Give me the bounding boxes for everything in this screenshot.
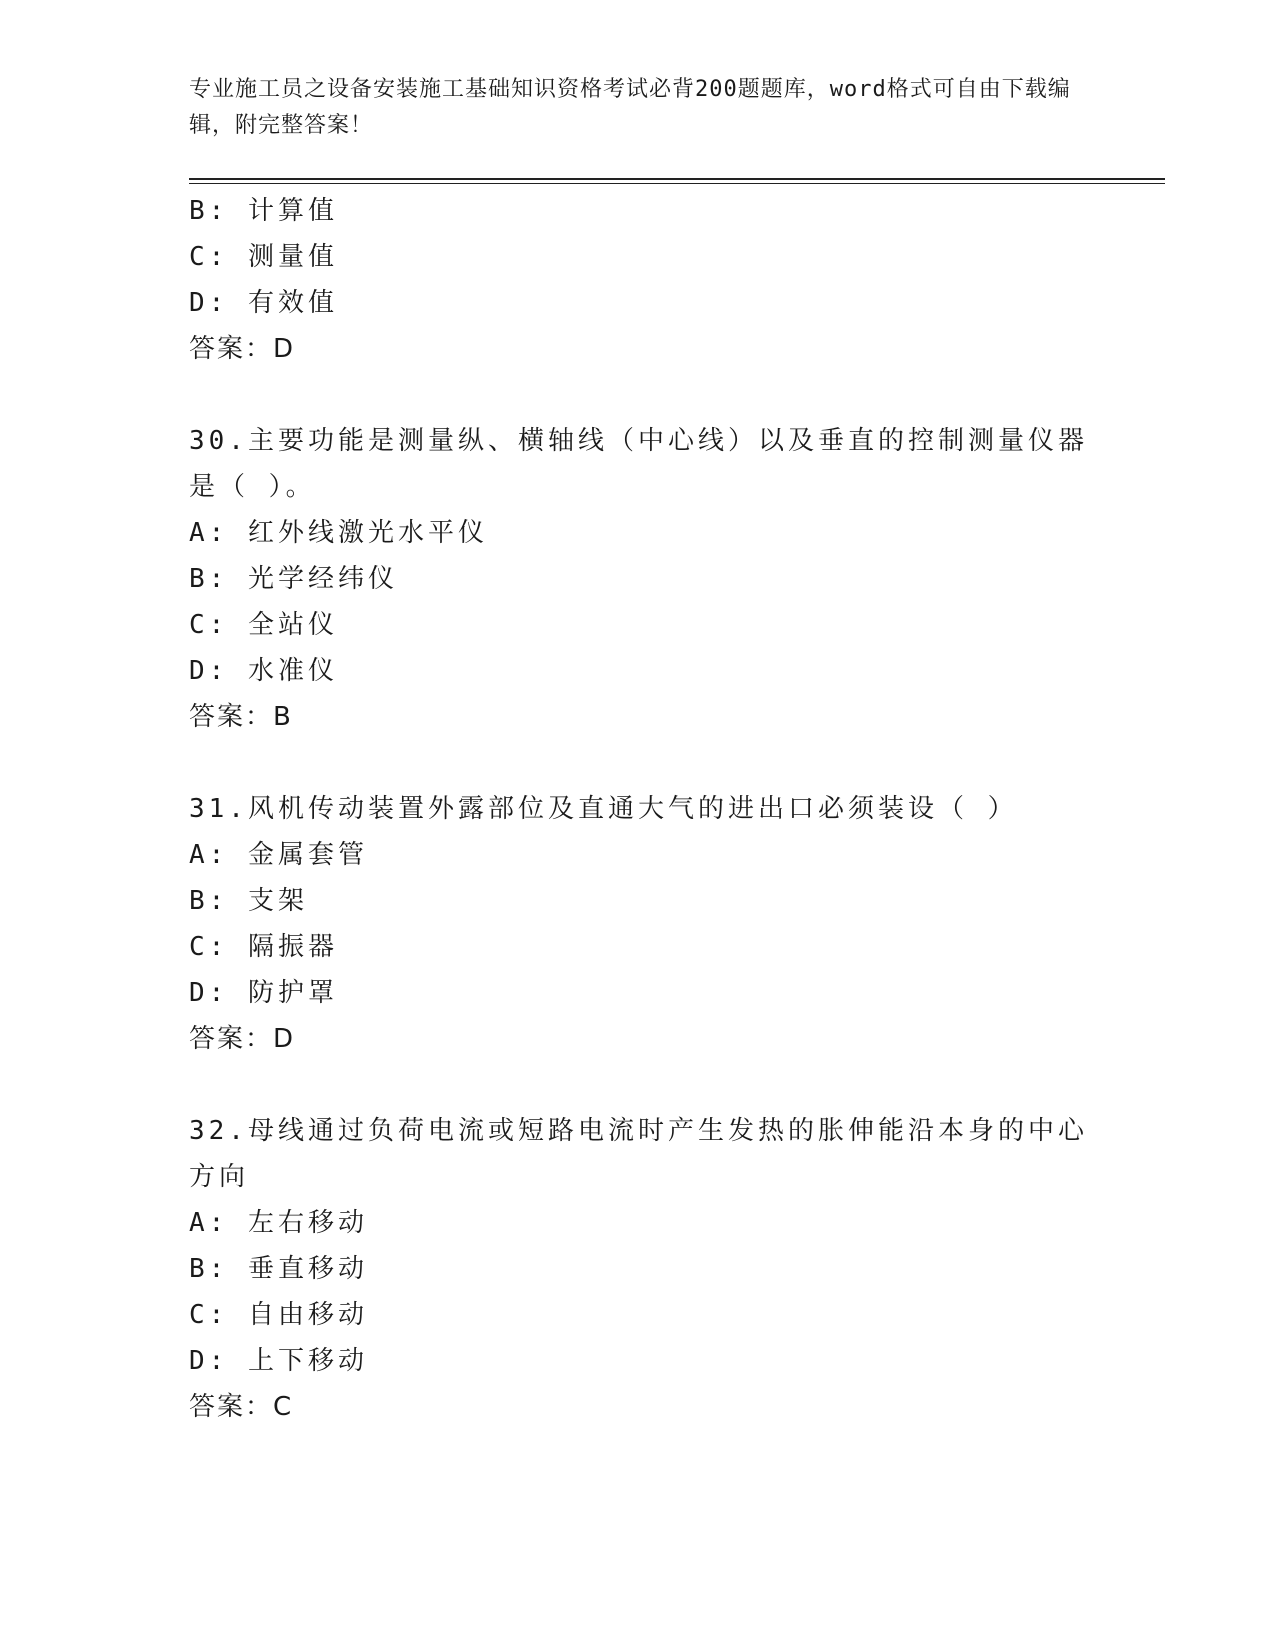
question-32 [189,1108,1089,1430]
answer: 答案：B [189,702,293,732]
option-b: B: 光学经纬仪 [189,564,398,594]
option-c: C: 全站仪 [189,610,338,640]
question-text: 31.风机传动装置外露部位及直通大气的进出口必须装设（ ） [189,794,1018,824]
option-c: C: 自由移动 [189,1300,368,1330]
option-a: A: 红外线激光水平仪 [189,518,488,548]
question-31 [189,786,1089,1062]
question-text: 30.主要功能是测量纵、横轴线（中心线）以及垂直的控制测量仪器是（ ）。 [189,426,1088,502]
document-title: 专业施工员之设备安装施工基础知识资格考试必背200题题库，word格式可自由下载编辑，附完整答案！ [189,77,1071,138]
header-divider [189,178,1165,184]
option-d: D: 上下移动 [189,1346,368,1376]
option-a: A: 金属套管 [189,840,368,870]
answer: 答案：C [189,1392,294,1422]
option-c: C: 测量值 [189,242,338,272]
prev-question-tail [189,188,1089,372]
option-d: D: 水准仪 [189,656,338,686]
question-list [189,188,1089,1430]
option-d: D: 有效值 [189,288,338,318]
option-a: A: 左右移动 [189,1208,368,1238]
option-d: D: 防护罩 [189,978,338,1008]
answer: 答案：D [189,1024,296,1054]
option-b: B: 计算值 [189,196,338,226]
page-header [189,72,1089,144]
option-b: B: 支架 [189,886,308,916]
question-text: 32.母线通过负荷电流或短路电流时产生发热的胀伸能沿本身的中心方向 [189,1116,1088,1192]
question-30 [189,418,1089,740]
answer: 答案：D [189,334,296,364]
option-b: B: 垂直移动 [189,1254,368,1284]
option-c: C: 隔振器 [189,932,338,962]
